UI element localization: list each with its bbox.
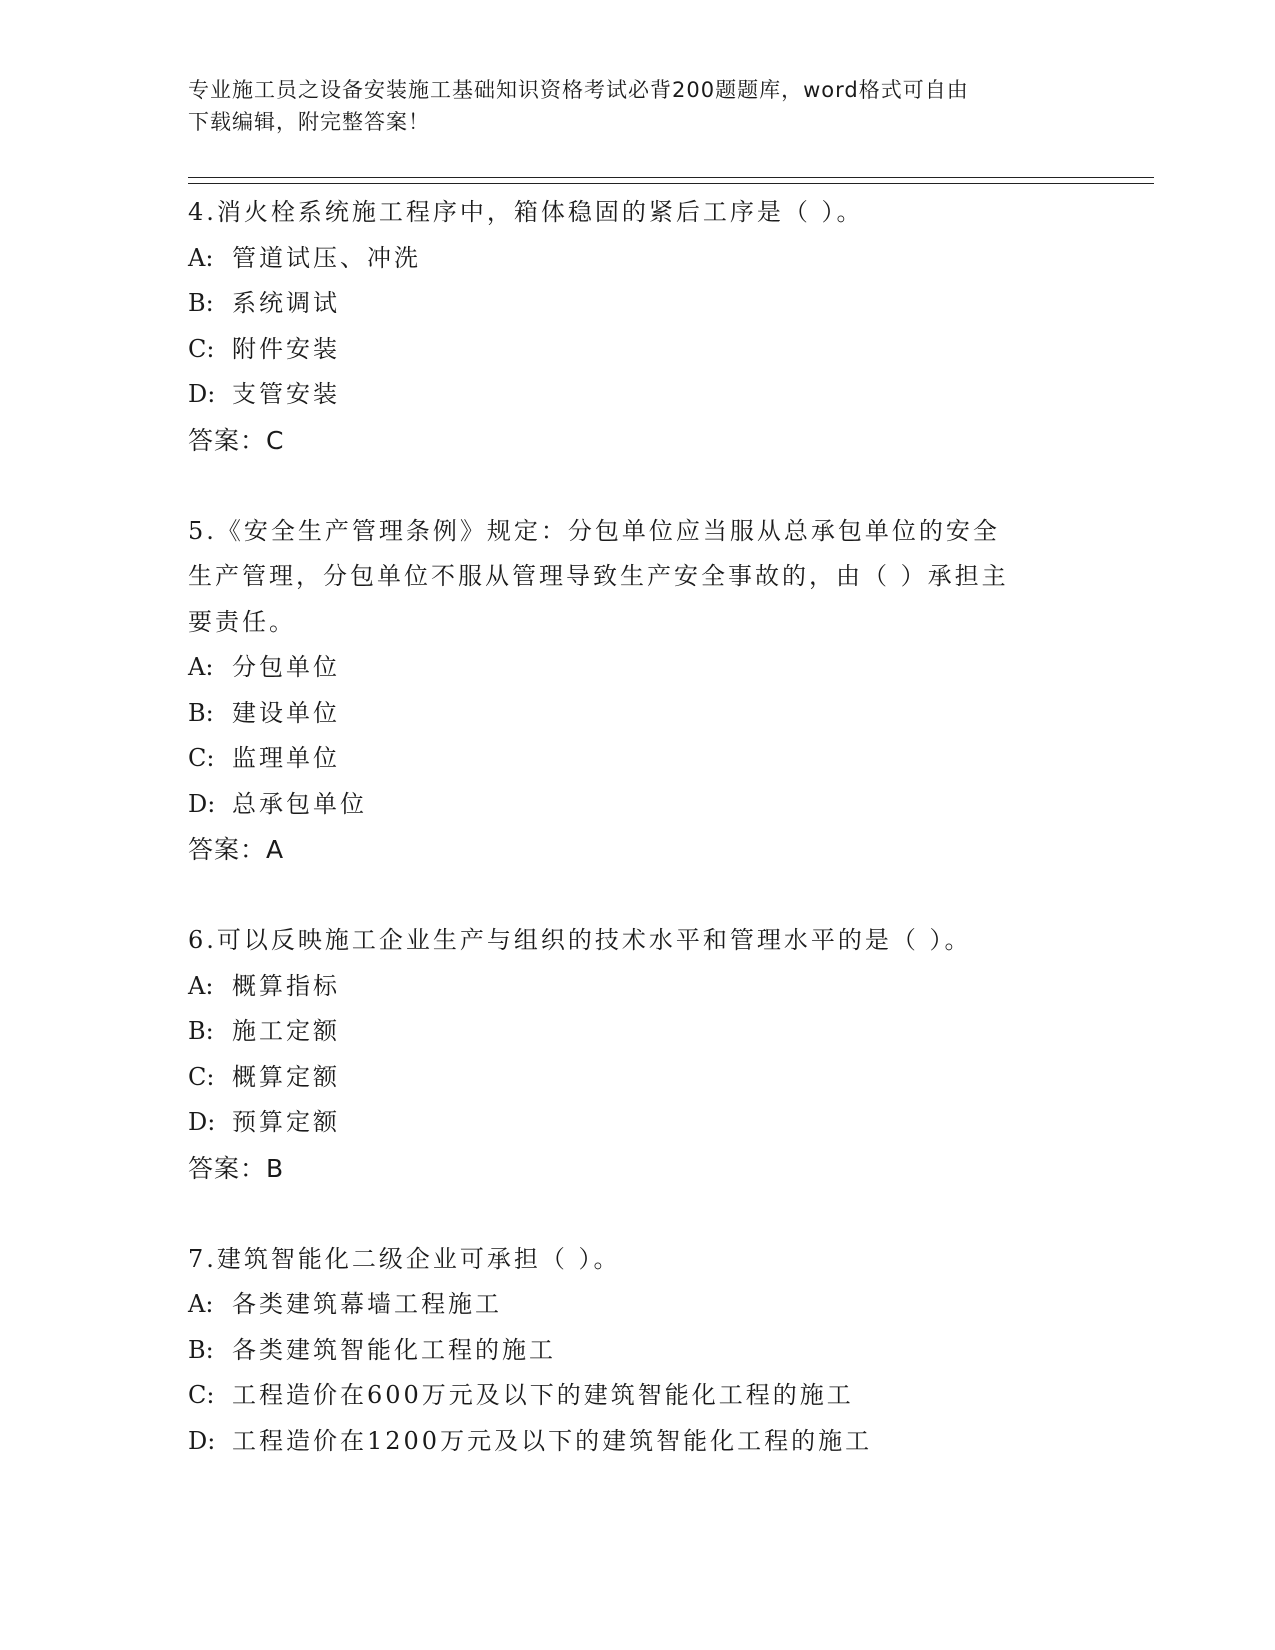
option-letter: B:: [188, 289, 214, 317]
question-6: [188, 918, 1088, 1191]
option-a: [188, 236, 1088, 282]
option-letter: D:: [188, 380, 216, 408]
option-text: 工程造价在1200万元及以下的建筑智能化工程的施工: [232, 1426, 873, 1455]
question-stem-line-1: 5.《安全生产管理条例》规定：分包单位应当服从总承包单位的安全: [188, 516, 1000, 545]
question-stem: 6.可以反映施工企业生产与组织的技术水平和管理水平的是（ ）。: [188, 926, 972, 954]
option-d: [188, 372, 1088, 418]
question-list: [188, 190, 1088, 1464]
header-divider-bottom: [188, 183, 1154, 184]
option-text: 管道试压、冲洗: [232, 243, 421, 272]
option-letter: D:: [188, 1426, 216, 1455]
option-text: 附件安装: [232, 334, 340, 363]
option-text: 施工定额: [232, 1017, 340, 1045]
question-stem-line-3: 要责任。: [188, 607, 296, 636]
option-a: [188, 964, 1088, 1010]
answer: 答案：A: [188, 835, 285, 864]
option-letter: D:: [188, 789, 216, 818]
option-text: 总承包单位: [232, 789, 367, 818]
option-letter: A:: [188, 1290, 214, 1318]
option-text: 支管安装: [232, 380, 340, 408]
answer: 答案：B: [188, 1153, 285, 1183]
option-text: 系统调试: [232, 289, 340, 317]
option-d: [188, 1419, 1088, 1465]
option-letter: A:: [188, 653, 214, 681]
option-c: [188, 327, 1088, 373]
option-c: [188, 1373, 1088, 1419]
option-text: 各类建筑幕墙工程施工: [232, 1290, 502, 1318]
option-letter: C:: [188, 1381, 215, 1409]
question-5: [188, 509, 1088, 873]
option-text: 各类建筑智能化工程的施工: [232, 1335, 556, 1364]
answer: 答案：C: [188, 425, 285, 455]
spacer: [188, 873, 1088, 919]
question-stem: 4.消火栓系统施工程序中，箱体稳固的紧后工序是（ ）。: [188, 198, 864, 226]
option-letter: A:: [188, 243, 214, 272]
option-c: [188, 736, 1088, 782]
header-divider-top: [188, 177, 1154, 178]
option-b: [188, 691, 1088, 737]
option-letter: C:: [188, 744, 215, 772]
option-a: [188, 645, 1088, 691]
option-letter: C:: [188, 334, 215, 363]
question-stem: 7.建筑智能化二级企业可承担（ ）。: [188, 1244, 621, 1273]
option-text: 分包单位: [232, 653, 340, 681]
option-text: 预算定额: [232, 1108, 340, 1136]
option-letter: B:: [188, 698, 214, 727]
option-letter: C:: [188, 1062, 215, 1091]
option-letter: D:: [188, 1108, 216, 1136]
question-4: [188, 190, 1088, 463]
option-letter: B:: [188, 1335, 214, 1364]
option-text: 概算指标: [232, 971, 340, 1000]
option-letter: B:: [188, 1017, 214, 1045]
spacer: [188, 463, 1088, 509]
option-d: [188, 1100, 1088, 1146]
option-text: 建设单位: [232, 698, 340, 727]
document-header: [188, 74, 1088, 138]
option-b: [188, 1009, 1088, 1055]
option-a: [188, 1282, 1088, 1328]
header-title-line-1: 专业施工员之设备安装施工基础知识资格考试必背200题题库，word格式可自由: [188, 78, 969, 102]
option-d: [188, 782, 1088, 828]
option-b: [188, 281, 1088, 327]
question-stem-line-2: 生产管理，分包单位不服从管理导致生产安全事故的，由（ ）承担主: [188, 562, 1009, 590]
spacer: [188, 1191, 1088, 1237]
question-7: [188, 1237, 1088, 1465]
option-letter: A:: [188, 971, 214, 1000]
option-text: 工程造价在600万元及以下的建筑智能化工程的施工: [232, 1381, 854, 1409]
option-text: 概算定额: [232, 1062, 340, 1091]
option-b: [188, 1328, 1088, 1374]
option-c: [188, 1055, 1088, 1101]
option-text: 监理单位: [232, 744, 340, 772]
header-title-line-2: 下载编辑，附完整答案！: [188, 110, 430, 134]
